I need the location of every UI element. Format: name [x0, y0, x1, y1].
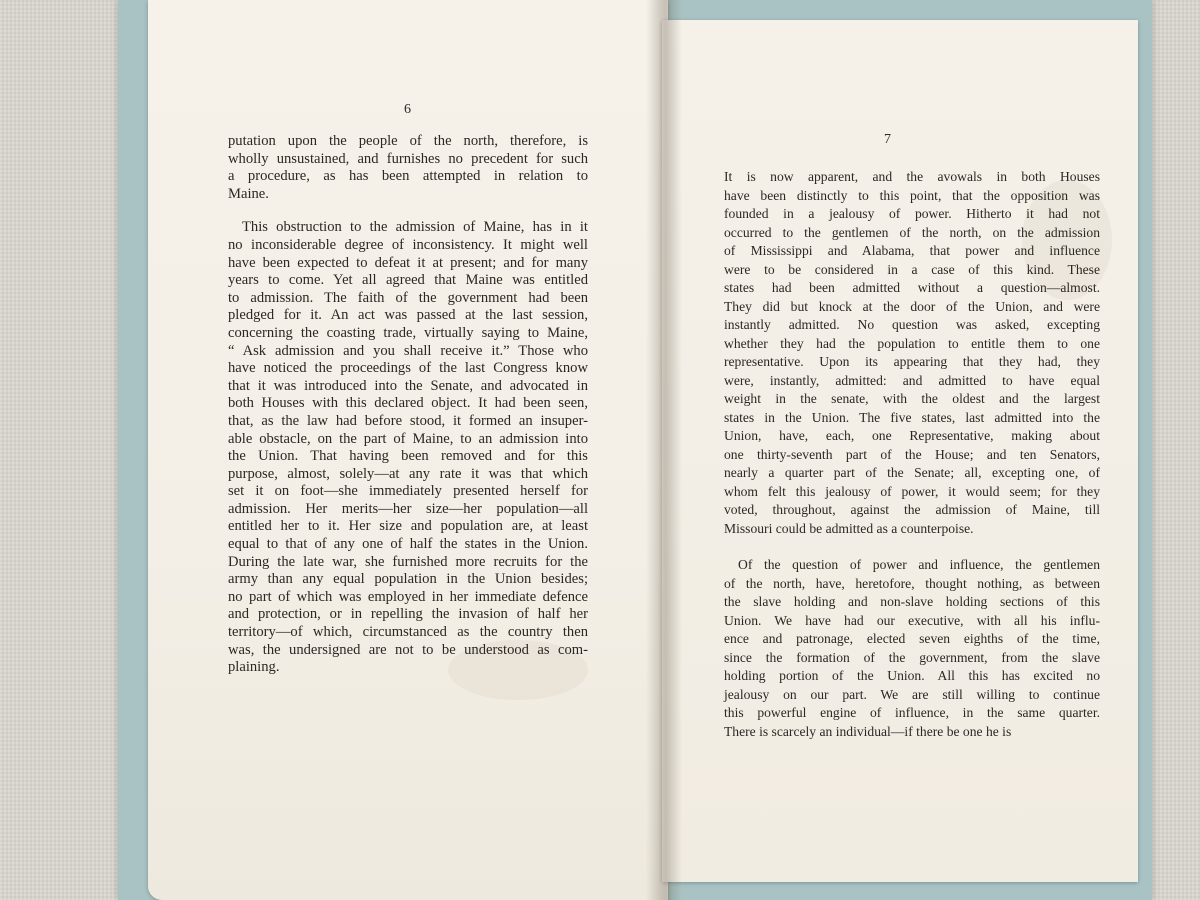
text-line: concerning the coasting trade, virtually saying to Maine, — [228, 324, 588, 341]
text-line: occurred to the gentlemen of the north, on the admission — [724, 224, 1100, 240]
text-line: Union. We have had our executive, with all his influ- — [724, 612, 1100, 628]
text-line: ence and patronage, elected seven eighths of the time, — [724, 631, 1100, 646]
text-line: no part of which was employed in her immediate defence — [228, 588, 588, 605]
text-line: Missouri could be admitted as a counterpoise. — [724, 520, 974, 536]
text-line: It is now apparent, and the avowals in both Houses — [724, 169, 1100, 184]
text-line: voted, throughout, against the admission of Maine, till — [724, 502, 1100, 517]
text-line: states in the Union. The five states, last admitted into the — [724, 409, 1100, 425]
text-line: holding portion of the Union. All this has excited no — [724, 668, 1100, 683]
text-line: both Houses with this declared object. It had been seen, — [228, 395, 588, 412]
paragraph-gap — [724, 538, 1100, 556]
right-page — [662, 20, 1138, 882]
text-line: able obstacle, on the part of Maine, to an admission into — [228, 430, 588, 447]
text-line: plaining. — [228, 659, 280, 676]
text-line: During the late war, she furnished more recruits for the — [228, 553, 588, 570]
page-body-text — [724, 168, 1100, 741]
text-line: entitled her to it. Her size and population are, at least — [228, 518, 588, 535]
text-line: to admission. The faith of the government had been — [228, 289, 588, 306]
text-line: Maine. — [228, 185, 269, 202]
text-line: equal to that of any one of half the states in the Union. — [228, 536, 588, 553]
page-body-text — [228, 133, 588, 677]
text-line: the Union. That having been removed and for this — [228, 448, 588, 465]
text-line: Union, have, each, one Representative, making about — [724, 428, 1100, 443]
text-line: representative. Upon its appearing that they had, they — [724, 354, 1100, 369]
text-line: that it was introduced into the Senate, and advocated in — [228, 377, 588, 394]
text-line: There is scarcely an individual—if there be one he is — [724, 723, 1012, 739]
text-line: pledged for it. An act was passed at the last session, — [228, 307, 588, 324]
paragraph-gap — [228, 203, 588, 219]
text-line: “ Ask admission and you shall receive it.” Those who — [228, 342, 588, 359]
text-line: admission. Her merits—her size—her population—all — [228, 500, 588, 517]
text-line: putation upon the people of the north, therefore, is — [228, 133, 588, 149]
text-line: no inconsiderable degree of inconsistency. It might well — [228, 236, 588, 253]
text-line: have been distinctly to this point, that the opposition was — [724, 187, 1100, 203]
text-line: since the formation of the government, from the slave — [724, 649, 1100, 665]
text-line: set it on foot—she immediately presented herself for — [228, 483, 588, 500]
text-line: states had been admitted without a question—almost. — [724, 280, 1100, 295]
text-line: was, the undersigned are not to be understood as com- — [228, 641, 588, 658]
text-line: were to be considered in a case of this kind. These — [724, 261, 1100, 277]
page-number: 6 — [404, 102, 411, 117]
text-line: that, as the law had before stood, it formed an insuper- — [228, 412, 588, 429]
text-line: whom felt this jealousy of power, it would seem; for they — [724, 483, 1100, 499]
text-line: and protection, or in repelling the invasion of half her — [228, 606, 588, 623]
left-page — [148, 0, 668, 900]
text-line: the slave holding and non-slave holding sections of this — [724, 594, 1100, 609]
text-line: purpose, almost, solely—at any rate it was that which — [228, 465, 588, 482]
text-line: weight in the senate, with the oldest and the largest — [724, 391, 1100, 406]
page-number: 7 — [884, 132, 891, 147]
text-line: whether they had the population to entitle them to one — [724, 335, 1100, 351]
text-line: nearly a quarter part of the Senate; all, excepting one, of — [724, 465, 1100, 480]
text-line: founded in a jealousy of power. Hitherto it had not — [724, 206, 1100, 221]
text-line: They did but knock at the door of the Union, and were — [724, 298, 1100, 314]
text-line: wholly unsustained, and furnishes no precedent for such — [228, 150, 588, 167]
text-line: jealousy on our part. We are still willing to continue — [724, 686, 1100, 702]
text-line: of Mississippi and Alabama, that power and influence — [724, 243, 1100, 258]
text-line: this powerful engine of influence, in the same quarter. — [724, 705, 1100, 720]
text-line: have been expected to defeat it at present; and for many — [228, 254, 588, 271]
text-line: territory—of which, circumstanced as the country then — [228, 624, 588, 641]
text-line: instantly admitted. No question was asked, excepting — [724, 317, 1100, 332]
text-line: a procedure, as has been attempted in relation to — [228, 168, 588, 185]
book-spine-shadow — [646, 0, 682, 900]
text-line: have noticed the proceedings of the last Congress know — [228, 360, 588, 377]
text-line: of the north, have, heretofore, thought nothing, as between — [724, 575, 1100, 591]
text-line: army than any equal population in the Union besides; — [228, 571, 588, 588]
text-line: one thirty-seventh part of the House; and ten Senators, — [724, 446, 1100, 462]
text-line: Of the question of power and influence, the gentlemen — [738, 557, 1100, 572]
text-line: were, instantly, admitted: and admitted to have equal — [724, 372, 1100, 388]
text-line: years to come. Yet all agreed that Maine was entitled — [228, 272, 588, 289]
text-line: This obstruction to the admission of Maine, has in it — [242, 219, 588, 236]
